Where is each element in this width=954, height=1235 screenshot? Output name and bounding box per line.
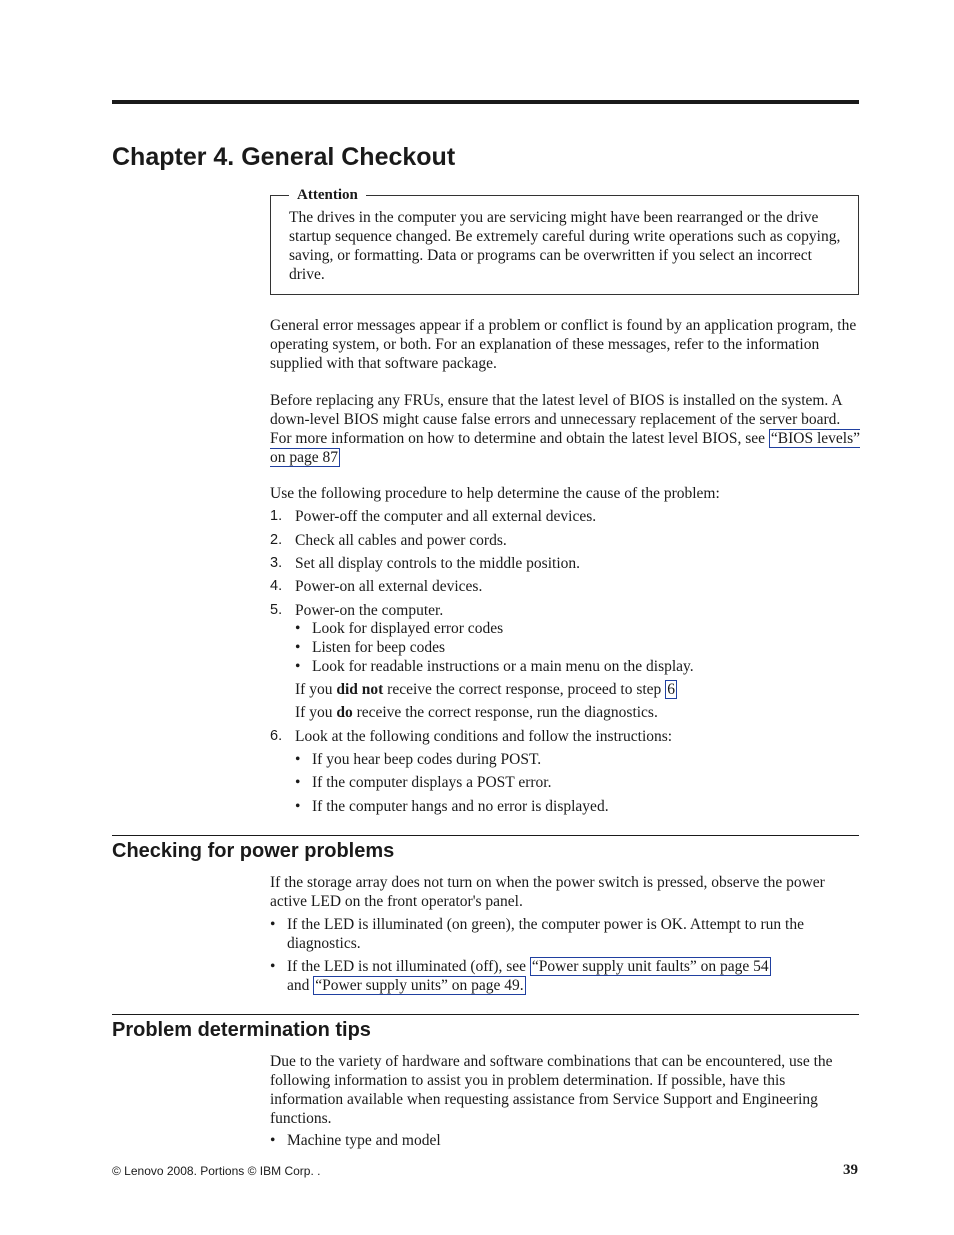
bios-levels-link[interactable]: “BIOS levels” on page 87 <box>270 430 861 466</box>
intro-paragraph: General error messages appear if a problem or conflict is found by an application program, the operating system, or both. For an explanation of these messages, refer to the information supplied with that software package. <box>270 317 857 372</box>
power-supply-faults-link[interactable]: “Power supply unit faults” on page 54 <box>531 958 769 975</box>
step-text: Set all display controls to the middle position. <box>295 555 581 572</box>
bullet-text: If the computer displays a POST error. <box>312 774 552 791</box>
bios-paragraph-text: Before replacing any FRUs, ensure that the latest level of BIOS is installed on the system. A down-level BIOS might cause false errors and unnecessary replacement of the server board. For more information on how to determine and obtain the latest level BIOS, see <box>270 392 842 447</box>
step-number: 3. <box>270 555 283 571</box>
step-text: Power-on all external devices. <box>295 578 483 595</box>
procedure-intro: Use the following procedure to help determine the cause of the problem: <box>270 485 720 502</box>
step-text: Power-off the computer and all external devices. <box>295 508 597 525</box>
section-title-power: Checking for power problems <box>112 840 395 862</box>
bullet-text: If the LED is illuminated (on green), the computer power is OK. Attempt to run the diagnostics. <box>287 916 804 952</box>
step5-did-not-note: If you did not receive the correct response, proceed to step 6 <box>295 681 675 698</box>
bullet-text: If the computer hangs and no error is displayed. <box>312 798 609 815</box>
bullet-text: If you hear beep codes during POST. <box>312 751 542 768</box>
step-text: Look at the following conditions and follow the instructions: <box>295 728 673 745</box>
attention-text: The drives in the computer you are servicing might have been rearranged or the drive startup sequence changed. Be extremely careful during write operations such as copying, saving, or formatting. Data or programs can be overwritten if you select an incorrect drive. <box>289 209 841 283</box>
bullet-text: Listen for beep codes <box>312 639 445 656</box>
step-text: Power-on the computer. <box>295 602 444 619</box>
section-title-tips: Problem determination tips <box>112 1019 371 1041</box>
section-rule <box>112 1014 859 1015</box>
power-supply-units-link[interactable]: “Power supply units” on page 49. <box>315 977 524 994</box>
step5-do-note: If you do receive the correct response, run the diagnostics. <box>295 704 658 721</box>
power-intro: If the storage array does not turn on when the power switch is pressed, observe the power active LED on the front operator's panel. <box>270 874 825 910</box>
bullet-text: Machine type and model <box>287 1132 441 1149</box>
step-text: Check all cables and power cords. <box>295 532 507 549</box>
footer-copyright: © Lenovo 2008. Portions © IBM Corp. . <box>112 1164 321 1178</box>
page-number: 39 <box>843 1162 858 1178</box>
bios-paragraph <box>270 391 860 467</box>
step-6-link[interactable]: 6 <box>667 681 675 698</box>
step-number: 5. <box>270 602 283 618</box>
attention-box <box>270 187 859 295</box>
list-item: • If the LED is illuminated (on green), the computer power is OK. Attempt to run the diagnostics. <box>270 915 860 953</box>
chapter-rule <box>112 100 859 104</box>
bullet-text: If the LED is not illuminated (off), see “Power supply unit faults” on page 54 and “Power supply units” on page 49. <box>287 958 769 994</box>
step-number: 4. <box>270 578 283 594</box>
step-number: 6. <box>270 728 283 744</box>
step-number: 1. <box>270 508 283 524</box>
list-item: • If the LED is not illuminated (off), see “Power supply unit faults” on page 54 and “Power supply units” on page 49. <box>270 957 860 995</box>
bullet-text: Look for readable instructions or a main menu on the display. <box>312 658 694 675</box>
section-rule <box>112 835 859 836</box>
step-number: 2. <box>270 532 283 548</box>
attention-label: Attention <box>289 187 366 204</box>
chapter-title: Chapter 4. General Checkout <box>112 143 456 171</box>
bullet-text: Look for displayed error codes <box>312 620 504 637</box>
tips-intro: Due to the variety of hardware and software combinations that can be encountered, use the following information to assist you in problem determination. If possible, have this information available when requesting assistance from Service Support and Engineering functions. <box>270 1053 833 1127</box>
